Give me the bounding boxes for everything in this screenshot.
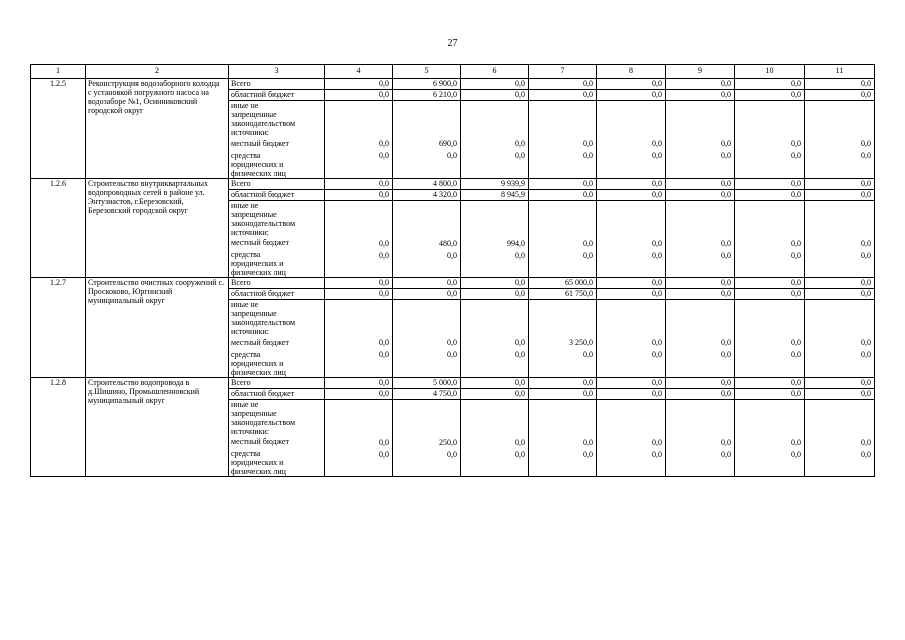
- value-cell-stack: [393, 200, 461, 278]
- value-cell: 0,0: [735, 377, 805, 388]
- value-legal: 0,0: [515, 250, 525, 260]
- value-legal: 0,0: [861, 250, 871, 260]
- value-cell-stack: [666, 200, 735, 278]
- value-legal: 0,0: [791, 350, 801, 359]
- item-code: 1.2.8: [31, 377, 86, 477]
- value-cell: 0,0: [461, 79, 529, 90]
- value-legal: 0,0: [515, 151, 525, 160]
- value-local: 690,0: [439, 139, 457, 148]
- value-cell-stack: [393, 101, 461, 179]
- table-row: [31, 79, 875, 90]
- source-label-line: запрещенные: [231, 209, 277, 219]
- item-code: 1.2.7: [31, 278, 86, 378]
- value-legal: 0,0: [652, 350, 662, 359]
- value-cell: 0,0: [597, 377, 666, 388]
- value-cell: 0,0: [529, 90, 597, 101]
- value-local: 480,0: [439, 238, 457, 248]
- value-cell: 0,0: [325, 278, 393, 289]
- value-cell: 6 900,0: [393, 79, 461, 90]
- source-label-other: [229, 101, 325, 139]
- value-cell-stack: [805, 399, 875, 477]
- value-local: 0,0: [379, 338, 389, 347]
- value-legal: 0,0: [583, 250, 593, 260]
- source-label-line: иные не: [231, 300, 259, 309]
- value-cell: 0,0: [597, 189, 666, 200]
- column-header-9: 9: [666, 65, 735, 79]
- value-local: 0,0: [652, 238, 662, 248]
- value-cell: 4 800,0: [393, 178, 461, 189]
- value-local: 0,0: [721, 139, 731, 148]
- value-legal: 0,0: [447, 350, 457, 359]
- source-label-line: физических лиц: [231, 168, 286, 178]
- value-cell-stack: [325, 200, 393, 278]
- value-cell: 0,0: [597, 388, 666, 399]
- column-header-1: 1: [31, 65, 86, 79]
- value-cell: 9 939,9: [461, 178, 529, 189]
- value-legal: 0,0: [583, 449, 593, 459]
- page-number: 27: [447, 38, 458, 49]
- source-label-line: физических лиц: [231, 467, 286, 476]
- value-legal: 0,0: [379, 449, 389, 459]
- value-legal: 0,0: [583, 350, 593, 359]
- value-legal: 0,0: [721, 350, 731, 359]
- value-cell: 0,0: [805, 90, 875, 101]
- value-cell: 0,0: [666, 189, 735, 200]
- source-label-regional: областной бюджет: [229, 388, 325, 399]
- source-label-line: физических лиц: [231, 268, 286, 277]
- value-cell-stack: [805, 200, 875, 278]
- value-cell: 0,0: [666, 388, 735, 399]
- source-label-total: Всего: [229, 79, 325, 90]
- value-cell: 0,0: [805, 278, 875, 289]
- value-local: 0,0: [721, 238, 731, 248]
- value-local: 0,0: [447, 338, 457, 347]
- value-cell-stack: [393, 300, 461, 378]
- value-legal: 0,0: [652, 151, 662, 160]
- column-header-6: 6: [461, 65, 529, 79]
- column-header-2: 2: [86, 65, 229, 79]
- value-cell: 0,0: [805, 289, 875, 300]
- value-cell: 0,0: [666, 178, 735, 189]
- source-label-line: юридических и: [231, 159, 284, 169]
- value-local: 0,0: [379, 139, 389, 148]
- value-legal: 0,0: [515, 449, 525, 459]
- value-cell: 6 210,0: [393, 90, 461, 101]
- value-cell: 61 750,0: [529, 289, 597, 300]
- source-label-line: законодательством: [231, 417, 296, 427]
- source-label-line: запрещенные: [231, 408, 277, 418]
- source-label-total: Всего: [229, 377, 325, 388]
- value-cell: 0,0: [325, 377, 393, 388]
- value-cell: 0,0: [666, 377, 735, 388]
- value-cell: 0,0: [735, 278, 805, 289]
- source-label-line: юридических и: [231, 458, 284, 467]
- value-cell: 0,0: [805, 189, 875, 200]
- column-header-5: 5: [393, 65, 461, 79]
- value-cell-stack: [805, 300, 875, 378]
- value-cell: 0,0: [735, 178, 805, 189]
- value-legal: 0,0: [379, 250, 389, 260]
- value-local: 0,0: [721, 338, 731, 347]
- value-local: 0,0: [652, 437, 662, 447]
- source-label-other: [229, 399, 325, 437]
- value-legal: 0,0: [861, 151, 871, 160]
- value-cell: 4 320,0: [393, 189, 461, 200]
- value-legal: 0,0: [791, 151, 801, 160]
- column-header-3: 3: [229, 65, 325, 79]
- value-cell: 0,0: [666, 90, 735, 101]
- table-row: [31, 278, 875, 289]
- column-header-11: 11: [805, 65, 875, 79]
- item-code: 1.2.5: [31, 79, 86, 179]
- value-cell: 0,0: [461, 377, 529, 388]
- source-label-regional: областной бюджет: [229, 189, 325, 200]
- value-cell-stack: [461, 200, 529, 278]
- value-cell: 0,0: [735, 189, 805, 200]
- value-cell-stack: [735, 399, 805, 477]
- value-cell: 0,0: [325, 178, 393, 189]
- source-label-local: местный бюджет: [229, 338, 325, 350]
- item-name: Реконструкция водозаборного колодца с установкой погружного насоса на водозаборе №1, Осинниковский городской округ: [86, 79, 229, 179]
- value-local: 0,0: [861, 437, 871, 447]
- value-local: 0,0: [583, 437, 593, 447]
- source-label-line: средства: [231, 349, 261, 359]
- source-label-legal: [229, 151, 325, 179]
- value-local: 994,0: [507, 238, 525, 248]
- value-cell: 0,0: [735, 289, 805, 300]
- value-cell: 0,0: [529, 189, 597, 200]
- value-cell-stack: [325, 101, 393, 179]
- value-local: 0,0: [861, 238, 871, 248]
- value-legal: 0,0: [721, 151, 731, 160]
- source-label-line: источники:: [231, 327, 269, 336]
- value-cell-stack: [666, 300, 735, 378]
- value-local: 0,0: [791, 338, 801, 347]
- value-legal: 0,0: [652, 250, 662, 260]
- source-label-line: иные не: [231, 200, 259, 210]
- item-name: Строительство водопровода в д.Шишино, Промышленновский муниципальный округ: [86, 377, 229, 477]
- value-cell-stack: [735, 200, 805, 278]
- source-label-other: [229, 200, 325, 238]
- value-local: 0,0: [652, 338, 662, 347]
- value-cell: 0,0: [529, 79, 597, 90]
- value-cell: 0,0: [325, 289, 393, 300]
- source-label-local: местный бюджет: [229, 437, 325, 449]
- value-cell-stack: [529, 200, 597, 278]
- value-cell: 0,0: [393, 289, 461, 300]
- value-cell: 0,0: [597, 79, 666, 90]
- value-cell-stack: [529, 399, 597, 477]
- value-local: 0,0: [583, 238, 593, 248]
- source-label-line: юридических и: [231, 358, 284, 368]
- value-cell: 0,0: [666, 79, 735, 90]
- source-label-total: Всего: [229, 278, 325, 289]
- source-label-local: местный бюджет: [229, 139, 325, 151]
- value-local: 0,0: [515, 437, 525, 447]
- value-local: 0,0: [379, 238, 389, 248]
- source-label-other: [229, 300, 325, 338]
- value-cell-stack: [461, 300, 529, 378]
- value-local: 250,0: [439, 437, 457, 447]
- source-label-regional: областной бюджет: [229, 90, 325, 101]
- table-row: [31, 377, 875, 388]
- value-cell-stack: [805, 101, 875, 179]
- value-cell-stack: [597, 101, 666, 179]
- value-cell: 0,0: [735, 388, 805, 399]
- value-cell: 0,0: [805, 178, 875, 189]
- value-cell: 5 000,0: [393, 377, 461, 388]
- value-cell-stack: [666, 101, 735, 179]
- value-local: 0,0: [861, 338, 871, 347]
- value-cell: 0,0: [597, 289, 666, 300]
- column-header-8: 8: [597, 65, 666, 79]
- source-label-line: юридических и: [231, 259, 284, 268]
- value-local: 0,0: [791, 437, 801, 447]
- value-legal: 0,0: [721, 250, 731, 260]
- value-legal: 0,0: [652, 449, 662, 459]
- value-legal: 0,0: [447, 151, 457, 160]
- column-header-10: 10: [735, 65, 805, 79]
- value-cell-stack: [597, 200, 666, 278]
- value-legal: 0,0: [379, 350, 389, 359]
- value-legal: 0,0: [447, 250, 457, 260]
- value-cell: 0,0: [325, 189, 393, 200]
- value-cell: 4 750,0: [393, 388, 461, 399]
- value-legal: 0,0: [791, 449, 801, 459]
- value-cell: 0,0: [805, 388, 875, 399]
- value-cell-stack: [597, 300, 666, 378]
- source-label-line: средства: [231, 250, 261, 259]
- source-label-local: местный бюджет: [229, 238, 325, 250]
- value-local: 0,0: [652, 139, 662, 148]
- source-label-line: средства: [231, 150, 261, 160]
- value-cell: 0,0: [666, 289, 735, 300]
- source-label-line: источники:: [231, 227, 269, 237]
- source-label-total: Всего: [229, 178, 325, 189]
- source-label-line: средства: [231, 449, 261, 458]
- value-local: 0,0: [721, 437, 731, 447]
- value-cell: 0,0: [597, 178, 666, 189]
- item-name: Строительство очистных сооружений с. Проскоково, Юргинский муниципальный округ: [86, 278, 229, 378]
- value-local: 0,0: [861, 139, 871, 148]
- value-cell-stack: [461, 399, 529, 477]
- value-legal: 0,0: [791, 250, 801, 260]
- source-label-legal: [229, 250, 325, 278]
- value-cell-stack: [461, 101, 529, 179]
- source-label-line: источники:: [231, 426, 269, 436]
- item-name: Строительство внутриквартальных водопроводных сетей в районе ул. Энтузиастов, г.Березовский, Березовский городской округ: [86, 178, 229, 278]
- source-label-regional: областной бюджет: [229, 289, 325, 300]
- value-cell-stack: [597, 399, 666, 477]
- source-label-line: иные не: [231, 101, 259, 110]
- funding-table: [30, 64, 875, 477]
- value-cell: 8 945,9: [461, 189, 529, 200]
- source-label-line: источники:: [231, 128, 269, 137]
- source-label-line: запрещенные: [231, 110, 277, 119]
- table-row: [31, 178, 875, 189]
- value-cell: 0,0: [597, 90, 666, 101]
- value-cell-stack: [735, 300, 805, 378]
- table-body: [31, 79, 875, 477]
- value-cell: 0,0: [735, 90, 805, 101]
- value-local: 3 250,0: [569, 338, 593, 347]
- value-local: 0,0: [515, 338, 525, 347]
- value-cell: 0,0: [325, 90, 393, 101]
- source-label-legal: [229, 350, 325, 378]
- value-cell: 0,0: [393, 278, 461, 289]
- value-legal: 0,0: [379, 151, 389, 160]
- source-label-legal: [229, 449, 325, 477]
- value-cell: 0,0: [805, 377, 875, 388]
- source-label-line: законодательством: [231, 318, 296, 327]
- value-cell: 0,0: [461, 278, 529, 289]
- value-cell: 0,0: [461, 90, 529, 101]
- value-cell-stack: [529, 300, 597, 378]
- column-header-4: 4: [325, 65, 393, 79]
- value-cell: 65 000,0: [529, 278, 597, 289]
- value-legal: 0,0: [583, 151, 593, 160]
- value-cell: 0,0: [461, 388, 529, 399]
- value-cell: 0,0: [805, 79, 875, 90]
- value-cell-stack: [735, 101, 805, 179]
- value-local: 0,0: [515, 139, 525, 148]
- value-cell: 0,0: [529, 377, 597, 388]
- value-legal: 0,0: [861, 449, 871, 459]
- source-label-line: законодательством: [231, 218, 296, 228]
- value-cell: 0,0: [529, 178, 597, 189]
- value-cell-stack: [529, 101, 597, 179]
- header-row: [31, 65, 875, 79]
- value-legal: 0,0: [447, 449, 457, 459]
- value-cell: 0,0: [529, 388, 597, 399]
- value-cell-stack: [325, 300, 393, 378]
- value-cell: 0,0: [597, 278, 666, 289]
- value-legal: 0,0: [515, 350, 525, 359]
- source-label-line: запрещенные: [231, 309, 277, 318]
- column-header-7: 7: [529, 65, 597, 79]
- source-label-line: законодательством: [231, 119, 296, 128]
- value-cell: 0,0: [325, 79, 393, 90]
- value-cell: 0,0: [461, 289, 529, 300]
- value-cell-stack: [666, 399, 735, 477]
- value-local: 0,0: [791, 238, 801, 248]
- value-legal: 0,0: [861, 350, 871, 359]
- value-local: 0,0: [583, 139, 593, 148]
- value-cell: 0,0: [735, 79, 805, 90]
- value-cell: 0,0: [666, 278, 735, 289]
- value-local: 0,0: [379, 437, 389, 447]
- source-label-line: физических лиц: [231, 367, 286, 377]
- source-label-line: иные не: [231, 399, 259, 409]
- value-cell-stack: [325, 399, 393, 477]
- item-code: 1.2.6: [31, 178, 86, 278]
- value-cell-stack: [393, 399, 461, 477]
- value-cell: 0,0: [325, 388, 393, 399]
- value-local: 0,0: [791, 139, 801, 148]
- value-legal: 0,0: [721, 449, 731, 459]
